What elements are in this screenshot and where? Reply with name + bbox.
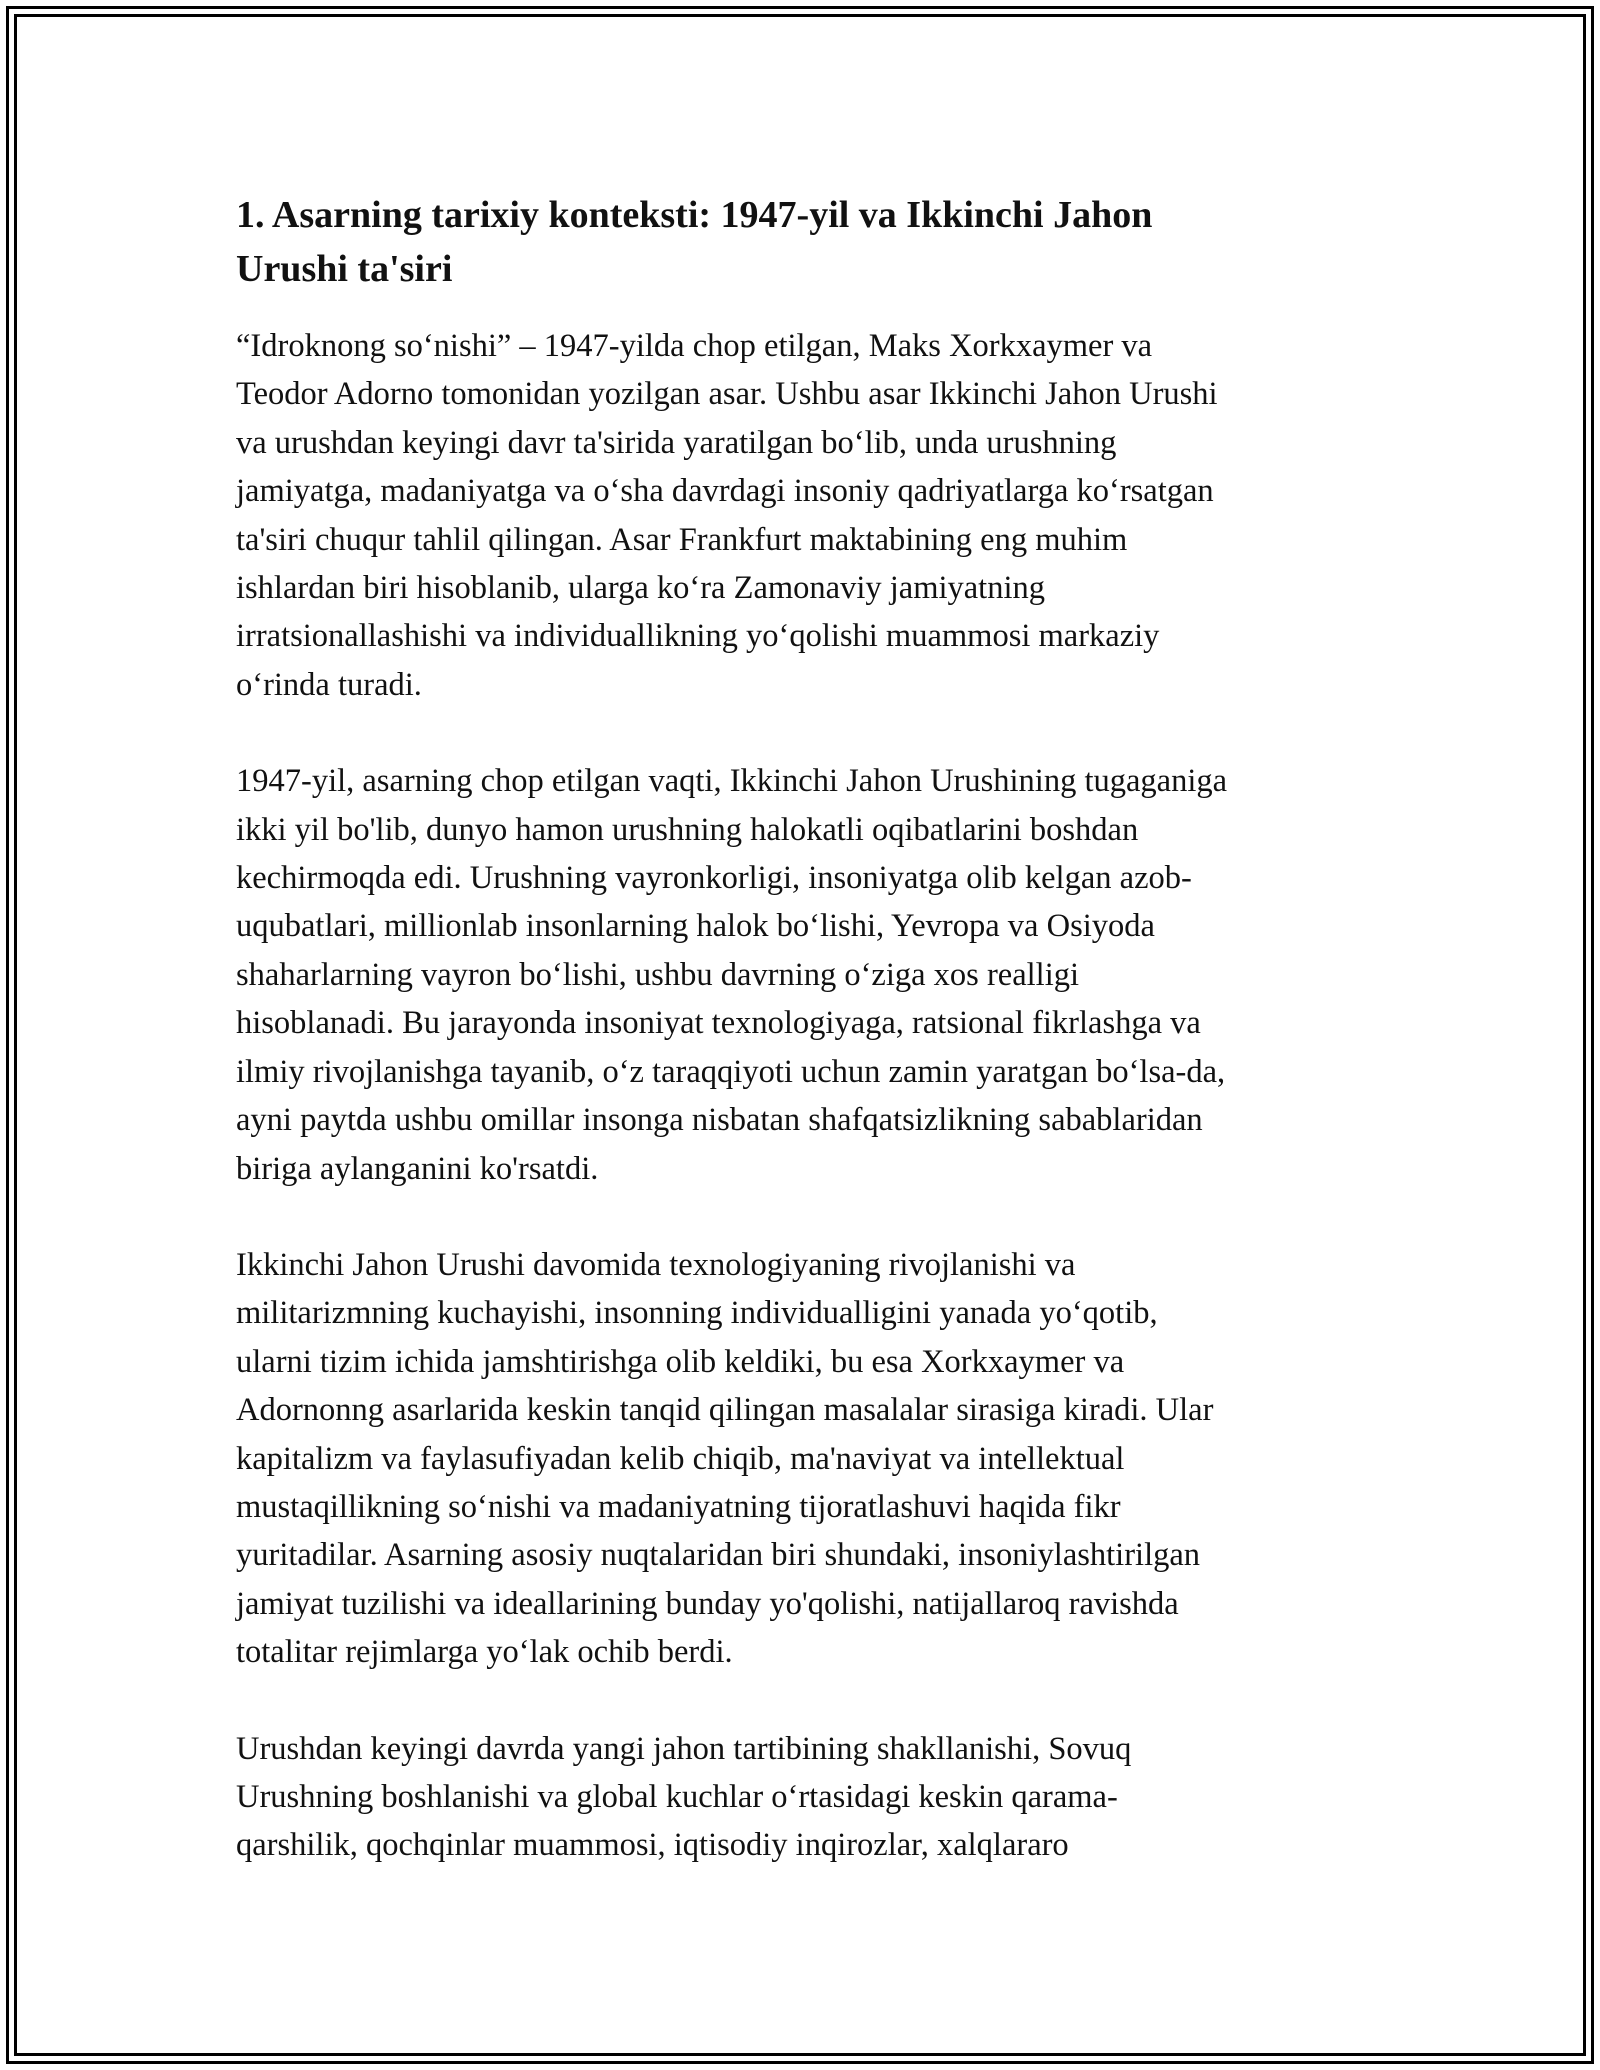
paragraph-line: kapitalizm va faylasufiyadan kelib chiqib, ma'naviyat va intellektual	[236, 1440, 1125, 1477]
paragraph-4	[236, 1725, 1366, 1870]
paragraph-line: militarizmning kuchayishi, insonning individualligini yanada yo‘qotib,	[236, 1295, 1158, 1332]
paragraph-line: Ikkinchi Jahon Urushi davomida texnologiyaning rivojlanishi va	[236, 1246, 1076, 1283]
paragraph-line: irratsionallashishi va individuallikning yo‘qolishi muammosi markaziy	[236, 618, 1160, 655]
paragraph-line: totalitar rejimlarga yo‘lak ochib berdi.	[236, 1634, 733, 1671]
paragraph-line: “Idroknong so‘nishi” – 1947-yilda chop etilgan, Maks Xorkxaymer va	[236, 328, 1153, 364]
section-heading-line-1: 1. Asarning tarixiy konteksti: 1947-yil va Ikkinchi Jahon	[236, 194, 1153, 236]
document-body	[236, 188, 1366, 1918]
paragraph-3	[236, 1241, 1366, 1677]
paragraph-line: ishlardan biri hisoblanib, ularga ko‘ra Zamonaviy jamiyatning	[236, 570, 1045, 607]
paragraph-line: Adornonng asarlarida keskin tanqid qilingan masalalar sirasiga kiradi. Ular	[236, 1392, 1214, 1429]
paragraph-line: va urushdan keyingi davr ta'sirida yaratilgan bo‘lib, unda urushning	[236, 424, 1117, 461]
paragraph-line: biriga aylanganini ko'rsatdi.	[236, 1150, 599, 1187]
paragraph-line: ilmiy rivojlanishga tayanib, o‘z taraqqiyoti uchun zamin yaratgan bo‘lsa-da,	[236, 1053, 1226, 1090]
paragraph-line: shaharlarning vayron bo‘lishi, ushbu davrning o‘ziga xos realligi	[236, 956, 1080, 993]
paragraph-line: ularni tizim ichida jamshtirishga olib keldiki, bu esa Xorkxaymer va	[236, 1343, 1125, 1380]
paragraph-line: 1947-yil, asarning chop etilgan vaqti, Ikkinchi Jahon Urushining tugaganiga	[236, 763, 1228, 800]
paragraph-line: o‘rinda turadi.	[236, 666, 422, 703]
paragraph-line: Urushning boshlanishi va global kuchlar o‘rtasidagi keskin qarama-	[236, 1778, 1118, 1815]
section-heading	[236, 188, 1366, 296]
paragraph-line: jamiyatga, madaniyatga va o‘sha davrdagi insoniy qadriyatlarga ko‘rsatgan	[236, 473, 1214, 510]
paragraph-line: jamiyat tuzilishi va ideallarining bunday yo'qolishi, natijallaroq ravishda	[236, 1585, 1179, 1622]
paragraph-line: kechirmoqda edi. Urushning vayronkorligi, insoniyatga olib kelgan azob-	[236, 860, 1192, 897]
paragraph-line: uqubatlari, millionlab insonlarning halok bo‘lishi, Yevropa va Osiyoda	[236, 908, 1155, 945]
paragraph-line: Teodor Adorno tomonidan yozilgan asar. Ushbu asar Ikkinchi Jahon Urushi	[236, 376, 1218, 413]
paragraph-2	[236, 757, 1366, 1193]
paragraph-line: ayni paytda ushbu omillar insonga nisbatan shafqatsizlikning sabablaridan	[236, 1102, 1203, 1139]
paragraph-line: ikki yil bo'lib, dunyo hamon urushning halokatli oqibatlarini boshdan	[236, 811, 1139, 848]
paragraph-line: hisoblanadi. Bu jarayonda insoniyat texnologiyaga, ratsional fikrlashga va	[236, 1005, 1201, 1042]
paragraph-line: Urushdan keyingi davrda yangi jahon tartibining shakllanishi, Sovuq	[236, 1730, 1132, 1767]
section-heading-line-2: Urushi ta'siri	[236, 248, 453, 290]
paragraph-1	[236, 322, 1366, 709]
paragraph-line: qarshilik, qochqinlar muammosi, iqtisodiy inqirozlar, xalqlararo	[236, 1827, 1069, 1864]
paragraph-line: ta'siri chuqur tahlil qilingan. Asar Frankfurt maktabining eng muhim	[236, 521, 1128, 558]
paragraph-line: yuritadilar. Asarning asosiy nuqtalaridan biri shundaki, insoniylashtirilgan	[236, 1537, 1201, 1574]
paragraph-line: mustaqillikning so‘nishi va madaniyatning tijoratlashuvi haqida fikr	[236, 1488, 1121, 1525]
